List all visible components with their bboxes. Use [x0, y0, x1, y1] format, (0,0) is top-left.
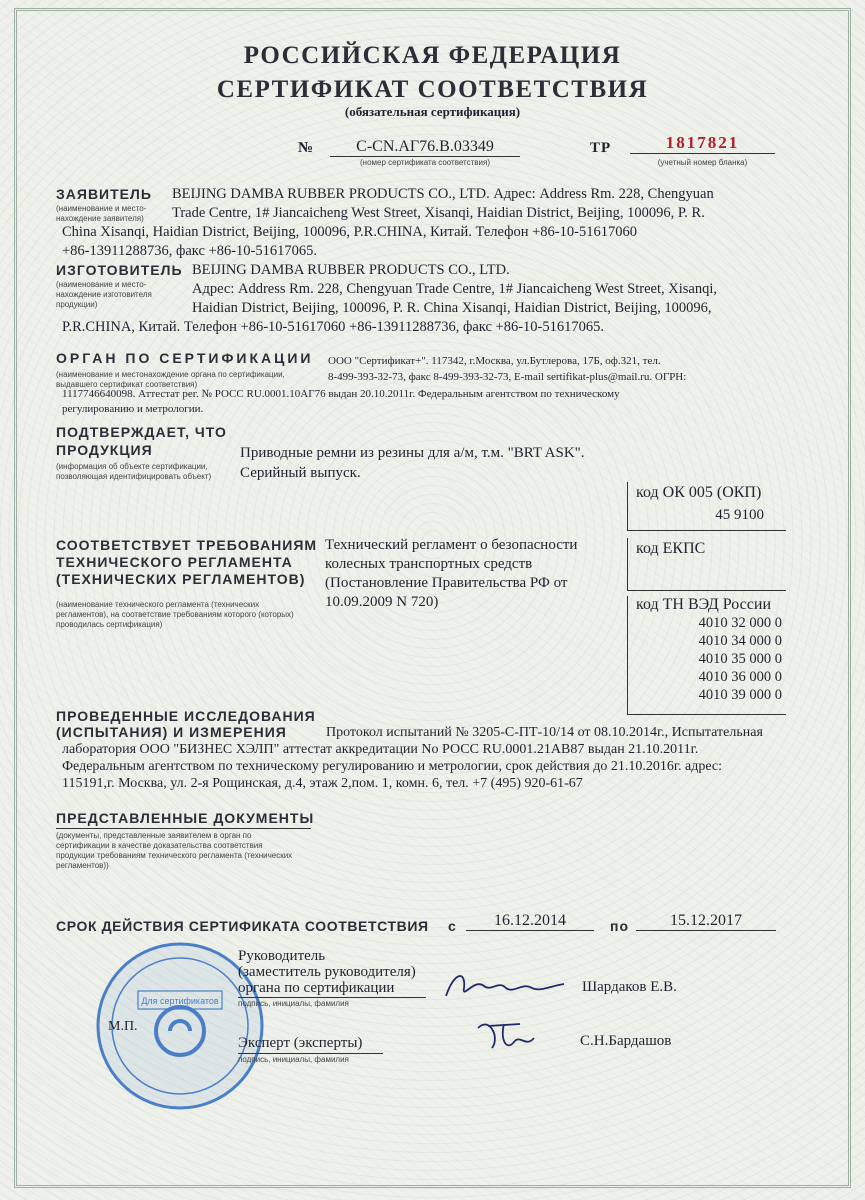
- regulation-label-1: СООТВЕТСТВУЕТ ТРЕБОВАНИЯМ: [56, 537, 318, 553]
- certificate-number: C-CN.АГ76.В.03349: [330, 138, 520, 157]
- validity-label: СРОК ДЕЙСТВИЯ СЕРТИФИКАТА СООТВЕТСТВИЯ: [56, 918, 429, 934]
- number-sign: №: [298, 140, 314, 156]
- regulation-line-1: Технический регламент о безопасности: [325, 537, 578, 553]
- tnved-code-3: 4010 35 000 0: [698, 651, 782, 667]
- certificate-subtitle: (обязательная сертификация): [344, 104, 521, 119]
- applicant-line-1: BEIJING DAMBA RUBBER PRODUCTS CO., LTD. Адрес: Address Rm. 228, Chengyuan: [172, 186, 714, 202]
- expert-name: С.Н.Бардашов: [580, 1033, 672, 1049]
- regulation-line-4: 10.09.2009 N 720): [325, 594, 439, 610]
- applicant-line-4: +86-13911288736, факс +86-10-51617065.: [62, 243, 318, 259]
- blank-serial-number: 1817821: [630, 133, 775, 154]
- cert-body-line-1: ООО "Сертификат+". 117342, г.Москва, ул.Бутлерова, 17Б, оф.321, тел.: [328, 355, 661, 367]
- applicant-label: ЗАЯВИТЕЛЬ: [56, 186, 152, 202]
- validity-from-label: с: [448, 918, 457, 934]
- product-caption: (информация об объекте сертификации, позволяющая идентифицировать объект): [56, 462, 212, 481]
- tests-label-2: (ИСПЫТАНИЯ) И ИЗМЕРЕНИЯ: [56, 724, 287, 740]
- regulation-line-2: колесных транспортных средств: [325, 556, 533, 572]
- tr-label: ТР: [590, 140, 612, 156]
- head-signature-stroke: [446, 976, 564, 996]
- expert-signature: [470, 1008, 540, 1058]
- regulation-caption: (наименование технического регламента (технических регламентов), на соответствие требованиям которого (которых) проводилась сертификация): [56, 600, 294, 629]
- manufacturer-label: ИЗГОТОВИТЕЛЬ: [56, 262, 183, 278]
- regulation-label-3: (ТЕХНИЧЕСКИХ РЕГЛАМЕНТОВ): [56, 571, 306, 587]
- okp-code-label: код ОК 005 (ОКП): [636, 484, 762, 501]
- head-signature-caption: подпись, инициалы, фамилия: [238, 999, 349, 1008]
- cert-body-label: ОРГАН ПО СЕРТИФИКАЦИИ: [56, 350, 314, 366]
- cert-body-line-2: 8-499-393-32-73, факс 8-499-393-32-73, E-mail sertifikat-plus@mail.ru. ОГРН:: [328, 371, 687, 383]
- tnved-code-box: [627, 596, 786, 715]
- tests-line-3: Федеральным агентством по техническому регулированию и метрологии, срок действия до 21.10.2016г. адрес:: [62, 759, 723, 774]
- documents-underline: [56, 828, 311, 829]
- documents-caption: (документы, представленные заявителем в орган по сертификации в качестве доказательства соответствия продукции требованиям технического регламента (технических регламентов)): [56, 831, 293, 870]
- manufacturer-line-1: BEIJING DAMBA RUBBER PRODUCTS CO., LTD.: [192, 262, 510, 278]
- tests-line-4: 115191,г. Москва, ул. 2-я Рощинская, д.4, этаж 2,пом. 1, комн. 6, тел. +7 (495) 920-61-67: [62, 776, 583, 791]
- tests-line-1: Протокол испытаний № 3205-С-ПТ-10/14 от 08.10.2014г., Испытательная: [326, 725, 763, 740]
- stamp-place-label: М.П.: [108, 1019, 138, 1034]
- okp-code-box: [627, 482, 786, 531]
- expert-label: Эксперт (эксперты): [238, 1034, 383, 1054]
- country-title: РОССИЙСКАЯ ФЕДЕРАЦИЯ: [243, 42, 622, 69]
- applicant-line-3: China Xisanqi, Haidian District, Beijing, 100096, P.R.CHINA, Китай. Телефон +86-10-51617060: [62, 224, 637, 240]
- documents-label: ПРЕДСТАВЛЕННЫЕ ДОКУМЕНТЫ: [56, 810, 315, 826]
- tnved-code-4: 4010 36 000 0: [698, 669, 782, 685]
- cert-body-line-3: 1117746640098. Аттестат рег. № РОСС RU.0001.10АГ76 выдан 20.10.2011г. Федеральным агентством по техническому: [62, 388, 620, 400]
- regulation-label-2: ТЕХНИЧЕСКОГО РЕГЛАМЕНТА: [56, 554, 293, 570]
- head-title-line-3: органа по сертификации: [238, 980, 426, 998]
- seal-label-text: Для сертификатов: [141, 996, 219, 1006]
- tnved-code-2: 4010 34 000 0: [698, 633, 782, 649]
- tnved-code-5: 4010 39 000 0: [698, 687, 782, 703]
- ekps-code-label: код ЕКПС: [636, 540, 706, 557]
- okp-code-value: 45 9100: [715, 507, 764, 523]
- manufacturer-line-3: Haidian District, Beijing, 100096, P. R. China Xisanqi, Haidian District, Beijing, 100096,: [192, 300, 712, 316]
- blank-number-caption: (учетный номер бланка): [657, 158, 748, 167]
- product-line-2: Серийный выпуск.: [240, 465, 361, 481]
- expert-signature-stroke: [478, 1024, 534, 1048]
- product-line-1: Приводные ремни из резины для а/м, т.м. "BRT ASK".: [240, 445, 585, 461]
- validity-to-label: по: [610, 918, 630, 934]
- manufacturer-line-4: P.R.CHINA, Китай. Телефон +86-10-51617060 +86-13911288736, факс +86-10-51617065.: [62, 319, 605, 335]
- manufacturer-caption: (наименование и место-нахождение изготовителя продукции): [56, 280, 152, 309]
- cert-body-caption: (наименование и местонахождение органа по сертификации, выдавшего сертификат соответствия): [56, 370, 285, 389]
- head-signature: [440, 966, 570, 1006]
- validity-to-date: 15.12.2017: [636, 912, 776, 931]
- applicant-line-2: Trade Centre, 1# Jiancaicheng West Street, Xisanqi, Haidian District, Beijing, 100096, P. R.: [172, 205, 705, 221]
- certificate-title: СЕРТИФИКАТ СООТВЕТСТВИЯ: [216, 76, 649, 103]
- validity-from-date: 16.12.2014: [466, 912, 594, 931]
- tests-label-1: ПРОВЕДЕННЫЕ ИССЛЕДОВАНИЯ: [56, 708, 316, 724]
- ekps-code-box: [627, 538, 786, 591]
- head-title-line-2: (заместитель руководителя): [238, 964, 416, 980]
- applicant-caption: (наименование и место-нахождение заявителя): [56, 204, 147, 223]
- product-label-1: ПОДТВЕРЖДАЕТ, ЧТО: [56, 424, 227, 440]
- tests-line-2: лаборатория ООО "БИЗНЕС ХЭЛП" аттестат аккредитации No РОСС RU.0001.21АВ87 выдан 21.10.2011г.: [62, 742, 699, 757]
- head-title-line-1: Руководитель: [238, 948, 326, 964]
- manufacturer-line-2: Адрес: Address Rm. 228, Chengyuan Trade Centre, 1# Jiancaicheng West Street, Xisanqi,: [192, 281, 717, 297]
- head-name: Шардаков Е.В.: [582, 979, 677, 995]
- cert-body-line-4: регулированию и метрологии.: [62, 403, 204, 415]
- tnved-code-label: код ТН ВЭД России: [636, 596, 771, 613]
- tnved-code-1: 4010 32 000 0: [698, 615, 782, 631]
- certificate-number-caption: (номер сертификата соответствия): [359, 158, 491, 167]
- regulation-line-3: (Постановление Правительства РФ от: [325, 575, 568, 591]
- product-label-2: ПРОДУКЦИЯ: [56, 442, 153, 458]
- expert-signature-caption: подпись, инициалы, фамилия: [238, 1055, 349, 1064]
